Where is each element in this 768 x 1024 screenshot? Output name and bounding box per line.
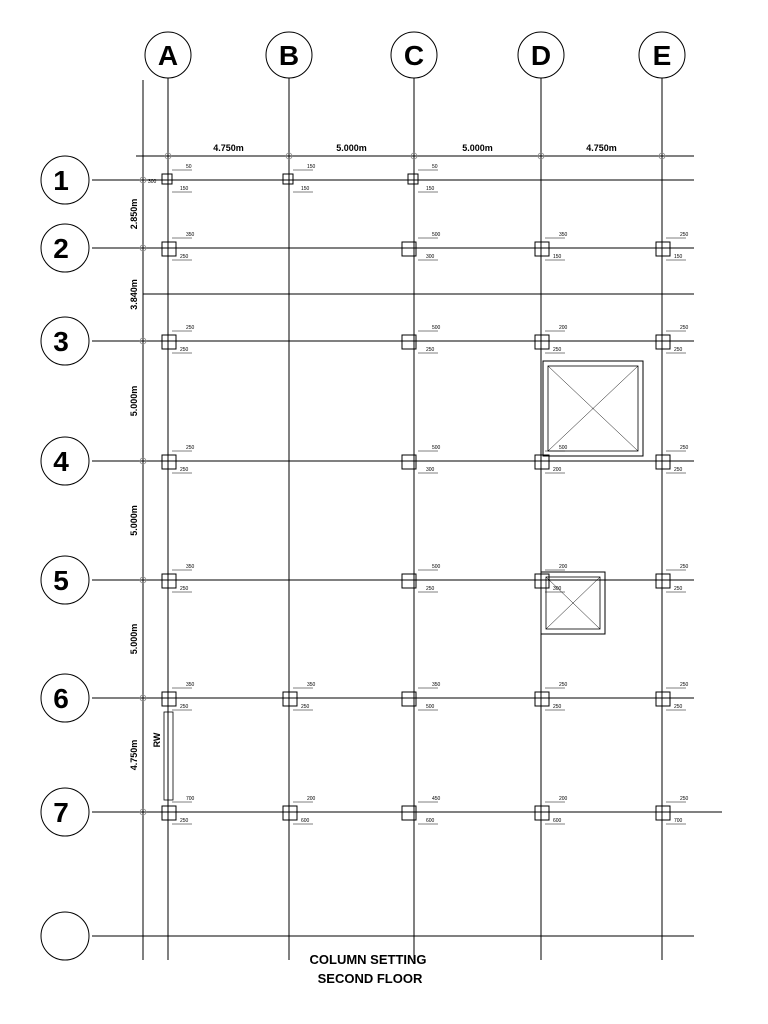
column-width-dimension: 50 (186, 164, 192, 170)
column-height-dimension: 150 (180, 186, 189, 192)
retaining-wall-label: RW (152, 732, 162, 748)
row-bubble-label: 1 (53, 165, 69, 196)
grid-bubble-label: D (530, 40, 552, 71)
column-height-dimension: 250 (426, 586, 435, 592)
column-width-dimension: 200 (559, 564, 568, 570)
column-height-dimension: 150 (553, 254, 562, 260)
structural-column (656, 692, 670, 706)
structural-column (535, 335, 549, 349)
column-height-dimension: 600 (301, 818, 310, 824)
column-height-dimension: 250 (180, 818, 189, 824)
column-height-dimension: 300 (553, 586, 562, 592)
structural-column (656, 335, 670, 349)
column-spacing-label: 4.750m (213, 143, 244, 153)
structural-column (283, 692, 297, 706)
structural-column (656, 806, 670, 820)
column-width-dimension: 350 (307, 682, 316, 688)
row-spacing-label: 3.840m (129, 279, 139, 310)
column-height-dimension: 150 (301, 186, 310, 192)
column-width-dimension: 450 (432, 796, 441, 802)
structural-column (656, 455, 670, 469)
column-height-dimension: 300 (426, 467, 435, 473)
column-width-dimension: 250 (559, 682, 568, 688)
row-bubble-label: 7 (53, 797, 69, 828)
column-width-dimension: 250 (680, 796, 689, 802)
row-bubble-label: 6 (53, 683, 69, 714)
structural-column (656, 242, 670, 256)
column-width-dimension: 200 (559, 796, 568, 802)
structural-column (162, 455, 176, 469)
structural-column (535, 806, 549, 820)
column-height-dimension: 500 (426, 704, 435, 710)
column-width-dimension: 500 (432, 445, 441, 451)
column-width-dimension: 250 (680, 682, 689, 688)
column-height-dimension: 250 (674, 586, 683, 592)
row-bubble-label: 5 (53, 565, 69, 596)
grid-bubble-label: C (403, 40, 425, 71)
row-spacing-label: 4.750m (129, 739, 139, 771)
column-height-dimension: 250 (553, 347, 562, 353)
column-height-dimension: 250 (180, 347, 189, 353)
column-extra-dimension: 300 (148, 179, 157, 185)
row-spacing-label: 5.000m (129, 505, 139, 536)
row-spacing-label: 5.000m (129, 385, 139, 417)
column-width-dimension: 350 (186, 564, 195, 570)
grid-bubble-label: B (278, 40, 300, 71)
grid-bubble-label: E (652, 40, 672, 71)
structural-column (283, 806, 297, 820)
column-height-dimension: 250 (180, 704, 189, 710)
column-width-dimension: 500 (432, 325, 441, 331)
structural-column (535, 574, 549, 588)
structural-column (535, 692, 549, 706)
row-bubble-label: 2 (53, 233, 69, 264)
column-height-dimension: 250 (674, 704, 683, 710)
structural-column (162, 335, 176, 349)
column-width-dimension: 350 (559, 232, 568, 238)
column-width-dimension: 500 (432, 564, 441, 570)
column-width-dimension: 500 (432, 232, 441, 238)
structural-column (162, 242, 176, 256)
row-bubble-label: 4 (53, 446, 69, 477)
column-height-dimension: 250 (180, 254, 189, 260)
column-height-dimension: 250 (426, 347, 435, 353)
column-height-dimension: 150 (674, 254, 683, 260)
column-height-dimension: 600 (426, 818, 435, 824)
column-width-dimension: 250 (680, 564, 689, 570)
column-spacing-label: 5.000m (462, 143, 493, 153)
column-spacing-label: 4.750m (586, 143, 617, 153)
column-width-dimension: 200 (307, 796, 316, 802)
grid-bubble-label: A (157, 40, 179, 71)
column-spacing-label: 5.000m (336, 143, 367, 153)
column-width-dimension: 250 (186, 445, 195, 451)
column-height-dimension: 250 (674, 347, 683, 353)
drawing-title-line2: SECOND FLOOR (317, 971, 423, 986)
column-height-dimension: 250 (301, 704, 310, 710)
structural-column (408, 174, 418, 184)
column-height-dimension: 300 (426, 254, 435, 260)
row-spacing-label: 5.000m (129, 623, 139, 655)
column-height-dimension: 250 (553, 704, 562, 710)
column-width-dimension: 350 (186, 232, 195, 238)
column-height-dimension: 250 (674, 467, 683, 473)
column-width-dimension: 250 (186, 325, 195, 331)
row-spacing-label: 2.850m (129, 198, 139, 230)
column-height-dimension: 250 (180, 467, 189, 473)
structural-column (162, 806, 176, 820)
column-width-dimension: 200 (559, 325, 568, 331)
column-width-dimension: 350 (432, 682, 441, 688)
column-height-dimension: 200 (553, 467, 562, 473)
structural-column (535, 455, 549, 469)
column-width-dimension: 250 (680, 325, 689, 331)
column-height-dimension: 700 (674, 818, 683, 824)
column-width-dimension: 500 (559, 445, 568, 451)
column-height-dimension: 600 (553, 818, 562, 824)
drawing-title-line1: COLUMN SETTING (309, 952, 427, 967)
structural-column (656, 574, 670, 588)
structural-column (535, 242, 549, 256)
column-width-dimension: 350 (186, 682, 195, 688)
column-width-dimension: 700 (186, 796, 195, 802)
row-bubble-label: 3 (53, 326, 69, 357)
column-width-dimension: 250 (680, 232, 689, 238)
column-width-dimension: 50 (432, 164, 438, 170)
column-height-dimension: 250 (180, 586, 189, 592)
column-width-dimension: 150 (307, 164, 316, 170)
structural-column (162, 574, 176, 588)
column-height-dimension: 150 (426, 186, 435, 192)
structural-column (283, 174, 293, 184)
structural-column (162, 174, 172, 184)
structural-column (162, 692, 176, 706)
column-width-dimension: 250 (680, 445, 689, 451)
